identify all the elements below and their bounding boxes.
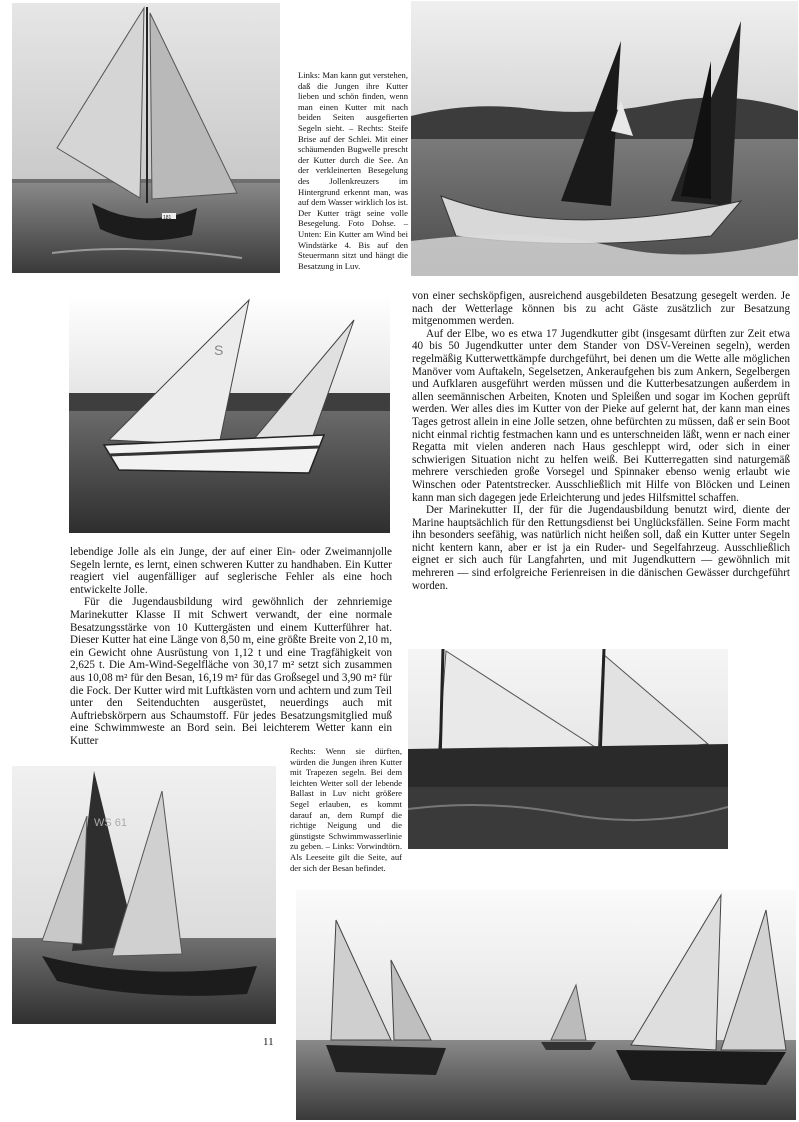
paragraph: Auf der Elbe, wo es etwa 17 Jugendkutter gibt (insgesamt dürften zur Zeit etwa 40 bis 50 Jugendkutter unter dem Stander von DSV-Vereinen segeln), werden regelmäßig Kutterwettkämpfe durchgeführt, bei denen um die Wette alle möglichen Manöver vom Auftakeln, Segelsetzen, Ankeraufgehen bis zum Ankern, Segelbergen und Aufklaren ausgeführt werden müssen und die Kutterbesatzungen außerdem in allen seemännischen Arbeiten, Knoten und Spleißen und sogar im Kochen geprüft werden. Wer alles dies im Kutter von der Pieke auf gelernt hat, der kann man eines Tages getrost allein in eine Jolle setzen, ohne befürchten zu müssen, daß er sein Boot nicht einmal richtig festmachen kann und es unterschneiden läßt, wenn er nach einer Regatta mit vielen anderen nach Haus geschleppt wird, oder sich in einer schwierigen Situation nicht zu helfen weiß. Bei Kutterregatten sind naturgemäß mehrere verschieden große Vorsegel und Spinnaker ebenso wenig erlaubt wie Winschen oder Patentstrecker. Ausschließlich mit Hilfe von Blöcken und Leinen kann man sich dagegen jede Erleichterung und jedes Hilfsmittel schaffen. <box>412 327 790 504</box>
photo-cutter-schlei-breeze <box>411 1 798 276</box>
photo-cutter-downwind <box>12 766 276 1024</box>
photo-cutter-crew-hiking <box>408 649 728 849</box>
photo-cutter-wing-and-wing <box>12 3 280 273</box>
paragraph: Der Marinekutter II, der für die Jugendausbildung benutzt wird, diente der Marine hauptsächlich für den Rettungsdienst bei Unglücksfällen. Seine Form macht ihn besonders seefähig, was natürlich nicht heißen soll, daß ein Kutter unter Segeln nicht kentern kann, aber er ist ja ein Ruder- und Segelfahrzeug. Ausschließlich eignet er sich auch für Langfahrten, und mit Jugendkuttern — gewöhnlich mit mehreren — sind erfolgreiche Ferienreisen in die dänischen Gewässer durchgeführt worden. <box>412 504 790 592</box>
sail-number: 181 <box>163 215 172 221</box>
caption-middle-photos: Rechts: Wenn sie dürften, würden die Jungen ihren Kutter mit Trapezen segeln. Bei dem leichten Wetter soll der lebende Ballast in Luv nicht größere Segel erlauben, es kommt darauf an, dem Rumpf die richtige Neigung und die günstigste Schwimmwasserlinie zu geben. – Links: Vorwindtörn. Als Leeseite gilt die Seite, auf der sich der Besan befindet. <box>290 746 402 873</box>
paragraph: lebendige Jolle als ein Junge, der auf einer Ein- oder Zweimannjolle Segeln lernte, es lernt, einen schweren Kutter zu handhaben. Ein Kutter reagiert viel augenfälliger auf seglerische Fehler als eine hoch entwickelte Jolle. <box>70 546 392 596</box>
photo-cutter-heeled-wind-4 <box>69 295 390 533</box>
svg-text:S: S <box>214 342 224 358</box>
photo-cutters-regatta <box>296 890 796 1120</box>
article-text-left-column <box>70 546 392 748</box>
sail-number: WS 61 <box>94 817 128 829</box>
paragraph: von einer sechsköpfigen, ausreichend ausgebildeten Besatzung gesegelt werden. Je nach der Wetterlage können bis zu acht Gäste zusätzlich zur Besatzung mitgenommen werden. <box>412 290 790 328</box>
caption-top-photos: Links: Man kann gut verstehen, daß die Jungen ihre Kutter lieben und schön finden, wenn man einen Kutter mit nach beiden Seiten ausgefierten Segeln sieht. – Rechts: Steife Brise auf der Schlei. Mit einer schäumenden Bugwelle prescht der Kutter durch die See. An der verkleinerten Besegelung des Jollenkreuzers im Hintergrund erkennt man, was auf dem Wasser wirklich los ist. Der Kutter trägt seine volle Besegelung. Foto Dohse. – Unten: Ein Kutter am Wind bei Windstärke 4. Bis auf den Steuermann sitzt und hängt die Besatzung in Luv. <box>298 70 408 271</box>
paragraph: Für die Jugendausbildung wird gewöhnlich der zehnriemige Marinekutter Klasse II mit Schwert verwandt, der eine normale Besatzungsstärke von 10 Kuttergästen und einem Kutterführer hat. Dieser Kutter hat eine Länge von 8,50 m, eine größte Breite von 2,10 m, ein Gewicht ohne Ausrüstung von 1,12 t und eine Tragfähigkeit von 2,625 t. Die Am-Wind-Segelfläche von 30,17 m² setzt sich zusammen aus 10,08 m² für den Besan, 16,19 m² für das Großsegel und 3,90 m² für die Fock. Der Kutter wird mit Luftkästen vorn und achtern und zum Teil unter den Seitenduchten ausgerüstet, neuerdings auch mit Auftriebskörpern aus Schaumstoff. Für jedes Besatzungsmitglied muß eine Schwimmweste an Bord sein. Bei leichterem Wetter kann ein Kutter <box>70 596 392 747</box>
article-text-right-column <box>412 290 790 592</box>
page-number: 11 <box>263 1036 274 1048</box>
